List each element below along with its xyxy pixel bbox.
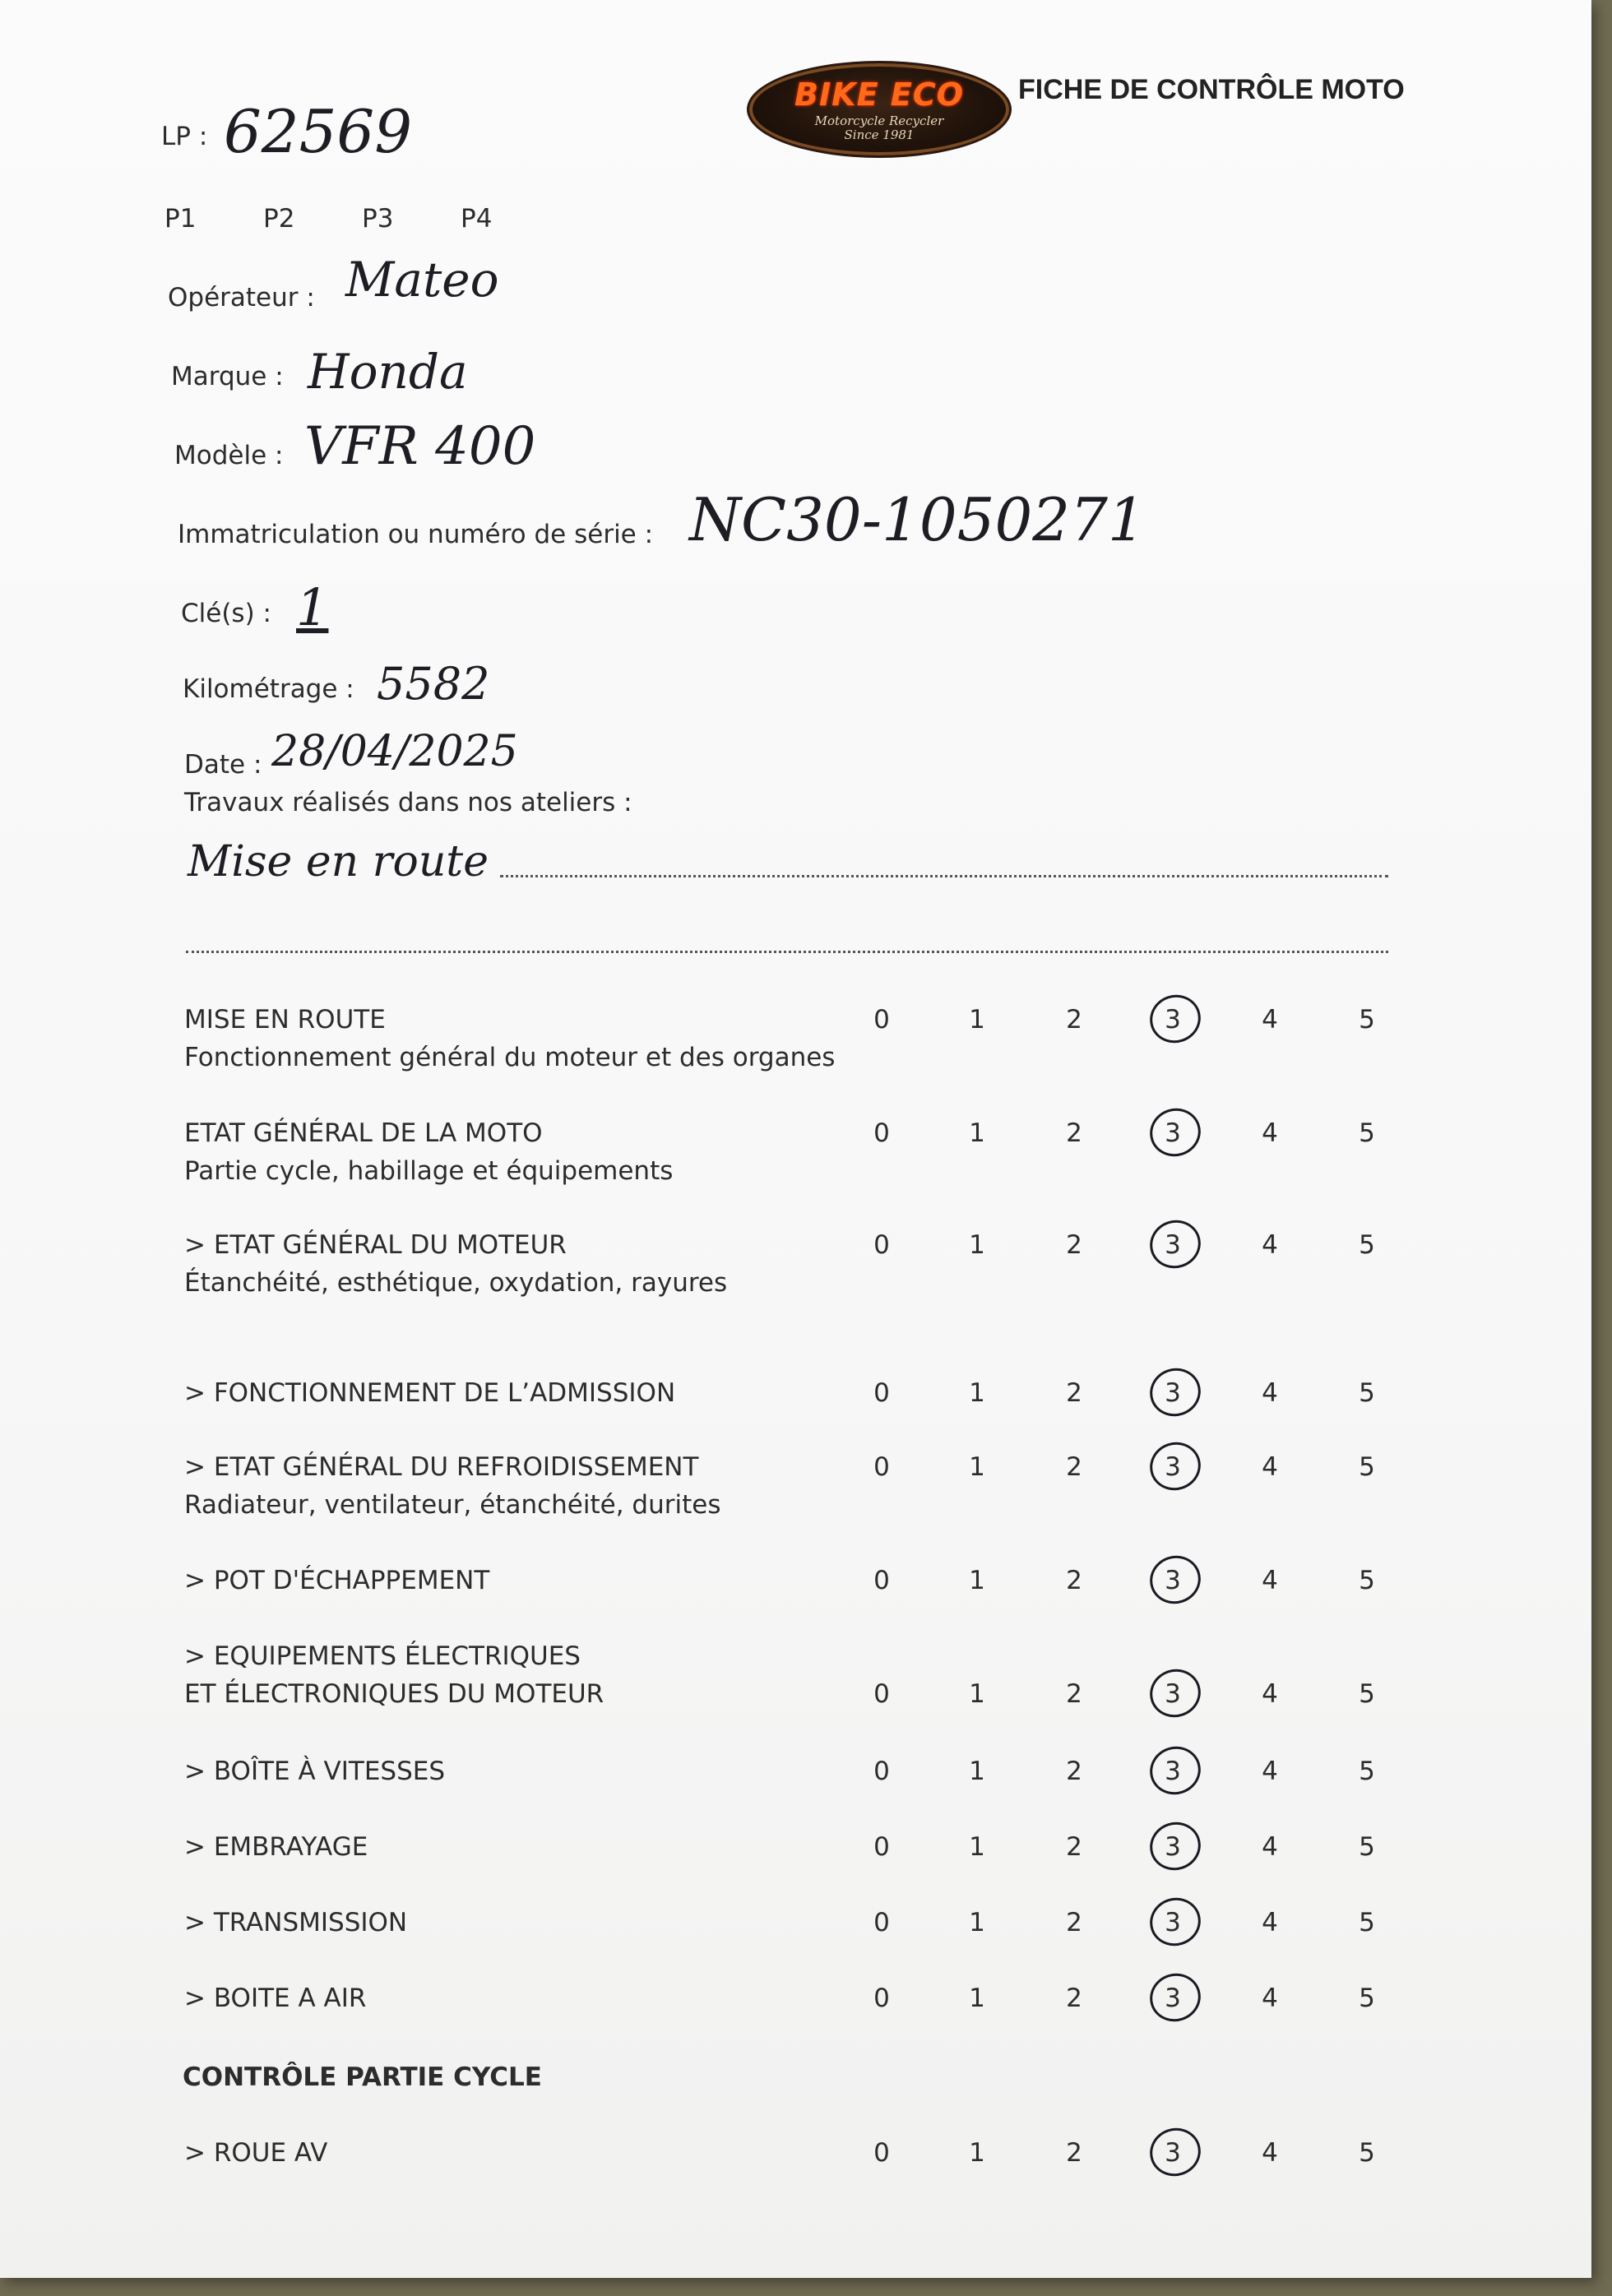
date-value: 28/04/2025: [271, 727, 518, 776]
page-title: FICHE DE CONTRÔLE MOTO: [1018, 74, 1405, 105]
check-8-score-2[interactable]: 2: [1066, 1757, 1082, 1786]
check-1-score-0[interactable]: 0: [873, 1005, 890, 1035]
check-11-title: > BOITE A AIR: [184, 1984, 367, 2013]
cles-label: Clé(s) :: [181, 599, 271, 628]
section-cycle-title: CONTRÔLE PARTIE CYCLE: [183, 2062, 542, 2092]
check-3-score-5[interactable]: 5: [1359, 1230, 1375, 1260]
check-9-score-0[interactable]: 0: [873, 1832, 890, 1862]
check-2-score-5[interactable]: 5: [1359, 1118, 1375, 1148]
logo-brand: BIKE ECO: [794, 76, 964, 113]
check-4-score-2[interactable]: 2: [1066, 1378, 1082, 1408]
bike-eco-logo: [747, 61, 1012, 158]
check-11-score-0[interactable]: 0: [873, 1984, 890, 2013]
check-3-title: > ETAT GÉNÉRAL DU MOTEUR: [184, 1230, 567, 1260]
check-10-score-1[interactable]: 1: [969, 1908, 985, 1937]
check-11-selected-circle: [1144, 1967, 1207, 2028]
check-8-score-4[interactable]: 4: [1262, 1757, 1278, 1786]
check-8-score-3[interactable]: 3: [1165, 1757, 1181, 1786]
check-9-score-2[interactable]: 2: [1066, 1832, 1082, 1862]
travaux-label: Travaux réalisés dans nos ateliers :: [184, 788, 632, 817]
check-9-title: > EMBRAYAGE: [184, 1832, 368, 1862]
check-11-score-4[interactable]: 4: [1262, 1984, 1278, 2013]
check-5-title: > ETAT GÉNÉRAL DU REFROIDISSEMENT: [184, 1452, 699, 1482]
check-2-title: ETAT GÉNÉRAL DE LA MOTO: [184, 1118, 543, 1148]
cycle-check-1-selected-circle: [1144, 2122, 1207, 2183]
check-7-score-2[interactable]: 2: [1066, 1679, 1082, 1709]
cycle-check-1-score-5[interactable]: 5: [1359, 2138, 1375, 2168]
modele-label: Modèle :: [174, 441, 284, 470]
check-7-subtitle: ET ÉLECTRONIQUES DU MOTEUR: [184, 1679, 604, 1709]
check-4-score-3[interactable]: 3: [1165, 1378, 1181, 1408]
immatriculation-value: NC30-1050271: [689, 485, 1146, 554]
check-4-selected-circle: [1144, 1362, 1207, 1423]
check-3-score-1[interactable]: 1: [969, 1230, 985, 1260]
operateur-label: Opérateur :: [168, 283, 315, 312]
check-7-score-3[interactable]: 3: [1165, 1679, 1181, 1709]
check-10-score-2[interactable]: 2: [1066, 1908, 1082, 1937]
cycle-check-1-score-3[interactable]: 3: [1165, 2138, 1181, 2168]
logo-tagline-text: Motorcycle Recycler: [814, 113, 944, 128]
cycle-check-1-score-2[interactable]: 2: [1066, 2138, 1082, 2168]
travaux-value: Mise en route: [188, 837, 489, 886]
check-2-score-0[interactable]: 0: [873, 1118, 890, 1148]
check-7-title: > EQUIPEMENTS ÉLECTRIQUES: [184, 1641, 581, 1671]
check-3-subtitle: Étanchéité, esthétique, oxydation, rayures: [184, 1268, 728, 1298]
operateur-value: Mateo: [345, 252, 499, 308]
check-2-score-4[interactable]: 4: [1262, 1118, 1278, 1148]
check-9-score-4[interactable]: 4: [1262, 1832, 1278, 1862]
check-1-score-3[interactable]: 3: [1165, 1005, 1181, 1035]
check-1-subtitle: Fonctionnement général du moteur et des organes: [184, 1043, 836, 1072]
check-7-score-0[interactable]: 0: [873, 1679, 890, 1709]
check-1-score-1[interactable]: 1: [969, 1005, 985, 1035]
cycle-check-1-score-4[interactable]: 4: [1262, 2138, 1278, 2168]
cles-value: 1: [296, 577, 329, 637]
check-1-selected-circle: [1144, 988, 1207, 1049]
check-2-score-3[interactable]: 3: [1165, 1118, 1181, 1148]
check-5-score-2[interactable]: 2: [1066, 1452, 1082, 1482]
check-4-score-1[interactable]: 1: [969, 1378, 985, 1408]
position-p3: P3: [362, 204, 394, 234]
check-1-score-2[interactable]: 2: [1066, 1005, 1082, 1035]
check-6-score-5[interactable]: 5: [1359, 1566, 1375, 1595]
travaux-dotted-line-2: [186, 951, 1388, 953]
check-10-score-4[interactable]: 4: [1262, 1908, 1278, 1937]
check-6-score-3[interactable]: 3: [1165, 1566, 1181, 1595]
check-8-selected-circle: [1144, 1740, 1207, 1801]
check-1-score-5[interactable]: 5: [1359, 1005, 1375, 1035]
logo-tagline: [749, 114, 1009, 142]
check-11-score-3[interactable]: 3: [1165, 1984, 1181, 2013]
check-6-selected-circle: [1144, 1549, 1207, 1610]
position-p1: P1: [164, 204, 197, 234]
check-8-score-5[interactable]: 5: [1359, 1757, 1375, 1786]
check-2-subtitle: Partie cycle, habillage et équipements: [184, 1156, 674, 1186]
check-6-score-2[interactable]: 2: [1066, 1566, 1082, 1595]
lp-value: 62569: [224, 97, 413, 166]
check-4-score-0[interactable]: 0: [873, 1378, 890, 1408]
check-2-score-1[interactable]: 1: [969, 1118, 985, 1148]
check-5-score-5[interactable]: 5: [1359, 1452, 1375, 1482]
check-2-selected-circle: [1144, 1102, 1207, 1163]
position-p2: P2: [263, 204, 295, 234]
check-1-score-4[interactable]: 4: [1262, 1005, 1278, 1035]
check-3-selected-circle: [1144, 1214, 1207, 1275]
check-9-score-1[interactable]: 1: [969, 1832, 985, 1862]
check-3-score-4[interactable]: 4: [1262, 1230, 1278, 1260]
check-5-selected-circle: [1144, 1436, 1207, 1497]
check-4-score-5[interactable]: 5: [1359, 1378, 1375, 1408]
check-6-score-1[interactable]: 1: [969, 1566, 985, 1595]
check-6-title: > POT D'ÉCHAPPEMENT: [184, 1566, 490, 1595]
check-7-score-4[interactable]: 4: [1262, 1679, 1278, 1709]
check-3-score-3[interactable]: 3: [1165, 1230, 1181, 1260]
check-9-selected-circle: [1144, 1816, 1207, 1877]
check-3-score-2[interactable]: 2: [1066, 1230, 1082, 1260]
marque-label: Marque :: [171, 362, 284, 391]
check-6-score-0[interactable]: 0: [873, 1566, 890, 1595]
lp-label: LP :: [161, 122, 208, 151]
check-10-selected-circle: [1144, 1891, 1207, 1952]
cycle-check-1-score-0[interactable]: 0: [873, 2138, 890, 2168]
date-label: Date :: [184, 750, 262, 780]
cycle-check-1-title: > ROUE AV: [184, 2138, 328, 2168]
check-7-score-5[interactable]: 5: [1359, 1679, 1375, 1709]
check-11-score-5[interactable]: 5: [1359, 1984, 1375, 2013]
position-p4: P4: [461, 204, 493, 234]
check-8-score-0[interactable]: 0: [873, 1757, 890, 1786]
check-9-score-3[interactable]: 3: [1165, 1832, 1181, 1862]
cycle-check-1-score-1[interactable]: 1: [969, 2138, 985, 2168]
marque-value: Honda: [308, 344, 468, 400]
kilometrage-value: 5582: [377, 658, 490, 710]
check-1-title: MISE EN ROUTE: [184, 1005, 386, 1035]
modele-value: VFR 400: [304, 416, 536, 477]
check-8-title: > BOÎTE À VITESSES: [184, 1757, 446, 1786]
logo-since-text: Since 1981: [844, 127, 915, 142]
check-7-score-1[interactable]: 1: [969, 1679, 985, 1709]
check-8-score-1[interactable]: 1: [969, 1757, 985, 1786]
check-11-score-2[interactable]: 2: [1066, 1984, 1082, 2013]
check-5-score-3[interactable]: 3: [1165, 1452, 1181, 1482]
check-10-score-0[interactable]: 0: [873, 1908, 890, 1937]
check-5-subtitle: Radiateur, ventilateur, étanchéité, durites: [184, 1490, 721, 1520]
check-7-selected-circle: [1144, 1663, 1207, 1724]
check-5-score-0[interactable]: 0: [873, 1452, 890, 1482]
check-2-score-2[interactable]: 2: [1066, 1118, 1082, 1148]
check-11-score-1[interactable]: 1: [969, 1984, 985, 2013]
check-5-score-4[interactable]: 4: [1262, 1452, 1278, 1482]
check-10-title: > TRANSMISSION: [184, 1908, 408, 1937]
check-10-score-5[interactable]: 5: [1359, 1908, 1375, 1937]
check-4-score-4[interactable]: 4: [1262, 1378, 1278, 1408]
check-5-score-1[interactable]: 1: [969, 1452, 985, 1482]
immatriculation-label: Immatriculation ou numéro de série :: [178, 520, 654, 549]
check-10-score-3[interactable]: 3: [1165, 1908, 1181, 1937]
travaux-dotted-line-1: [500, 875, 1388, 877]
check-3-score-0[interactable]: 0: [873, 1230, 890, 1260]
kilometrage-label: Kilométrage :: [183, 674, 354, 704]
check-9-score-5[interactable]: 5: [1359, 1832, 1375, 1862]
check-4-title: > FONCTIONNEMENT DE L’ADMISSION: [184, 1378, 676, 1408]
check-6-score-4[interactable]: 4: [1262, 1566, 1278, 1595]
